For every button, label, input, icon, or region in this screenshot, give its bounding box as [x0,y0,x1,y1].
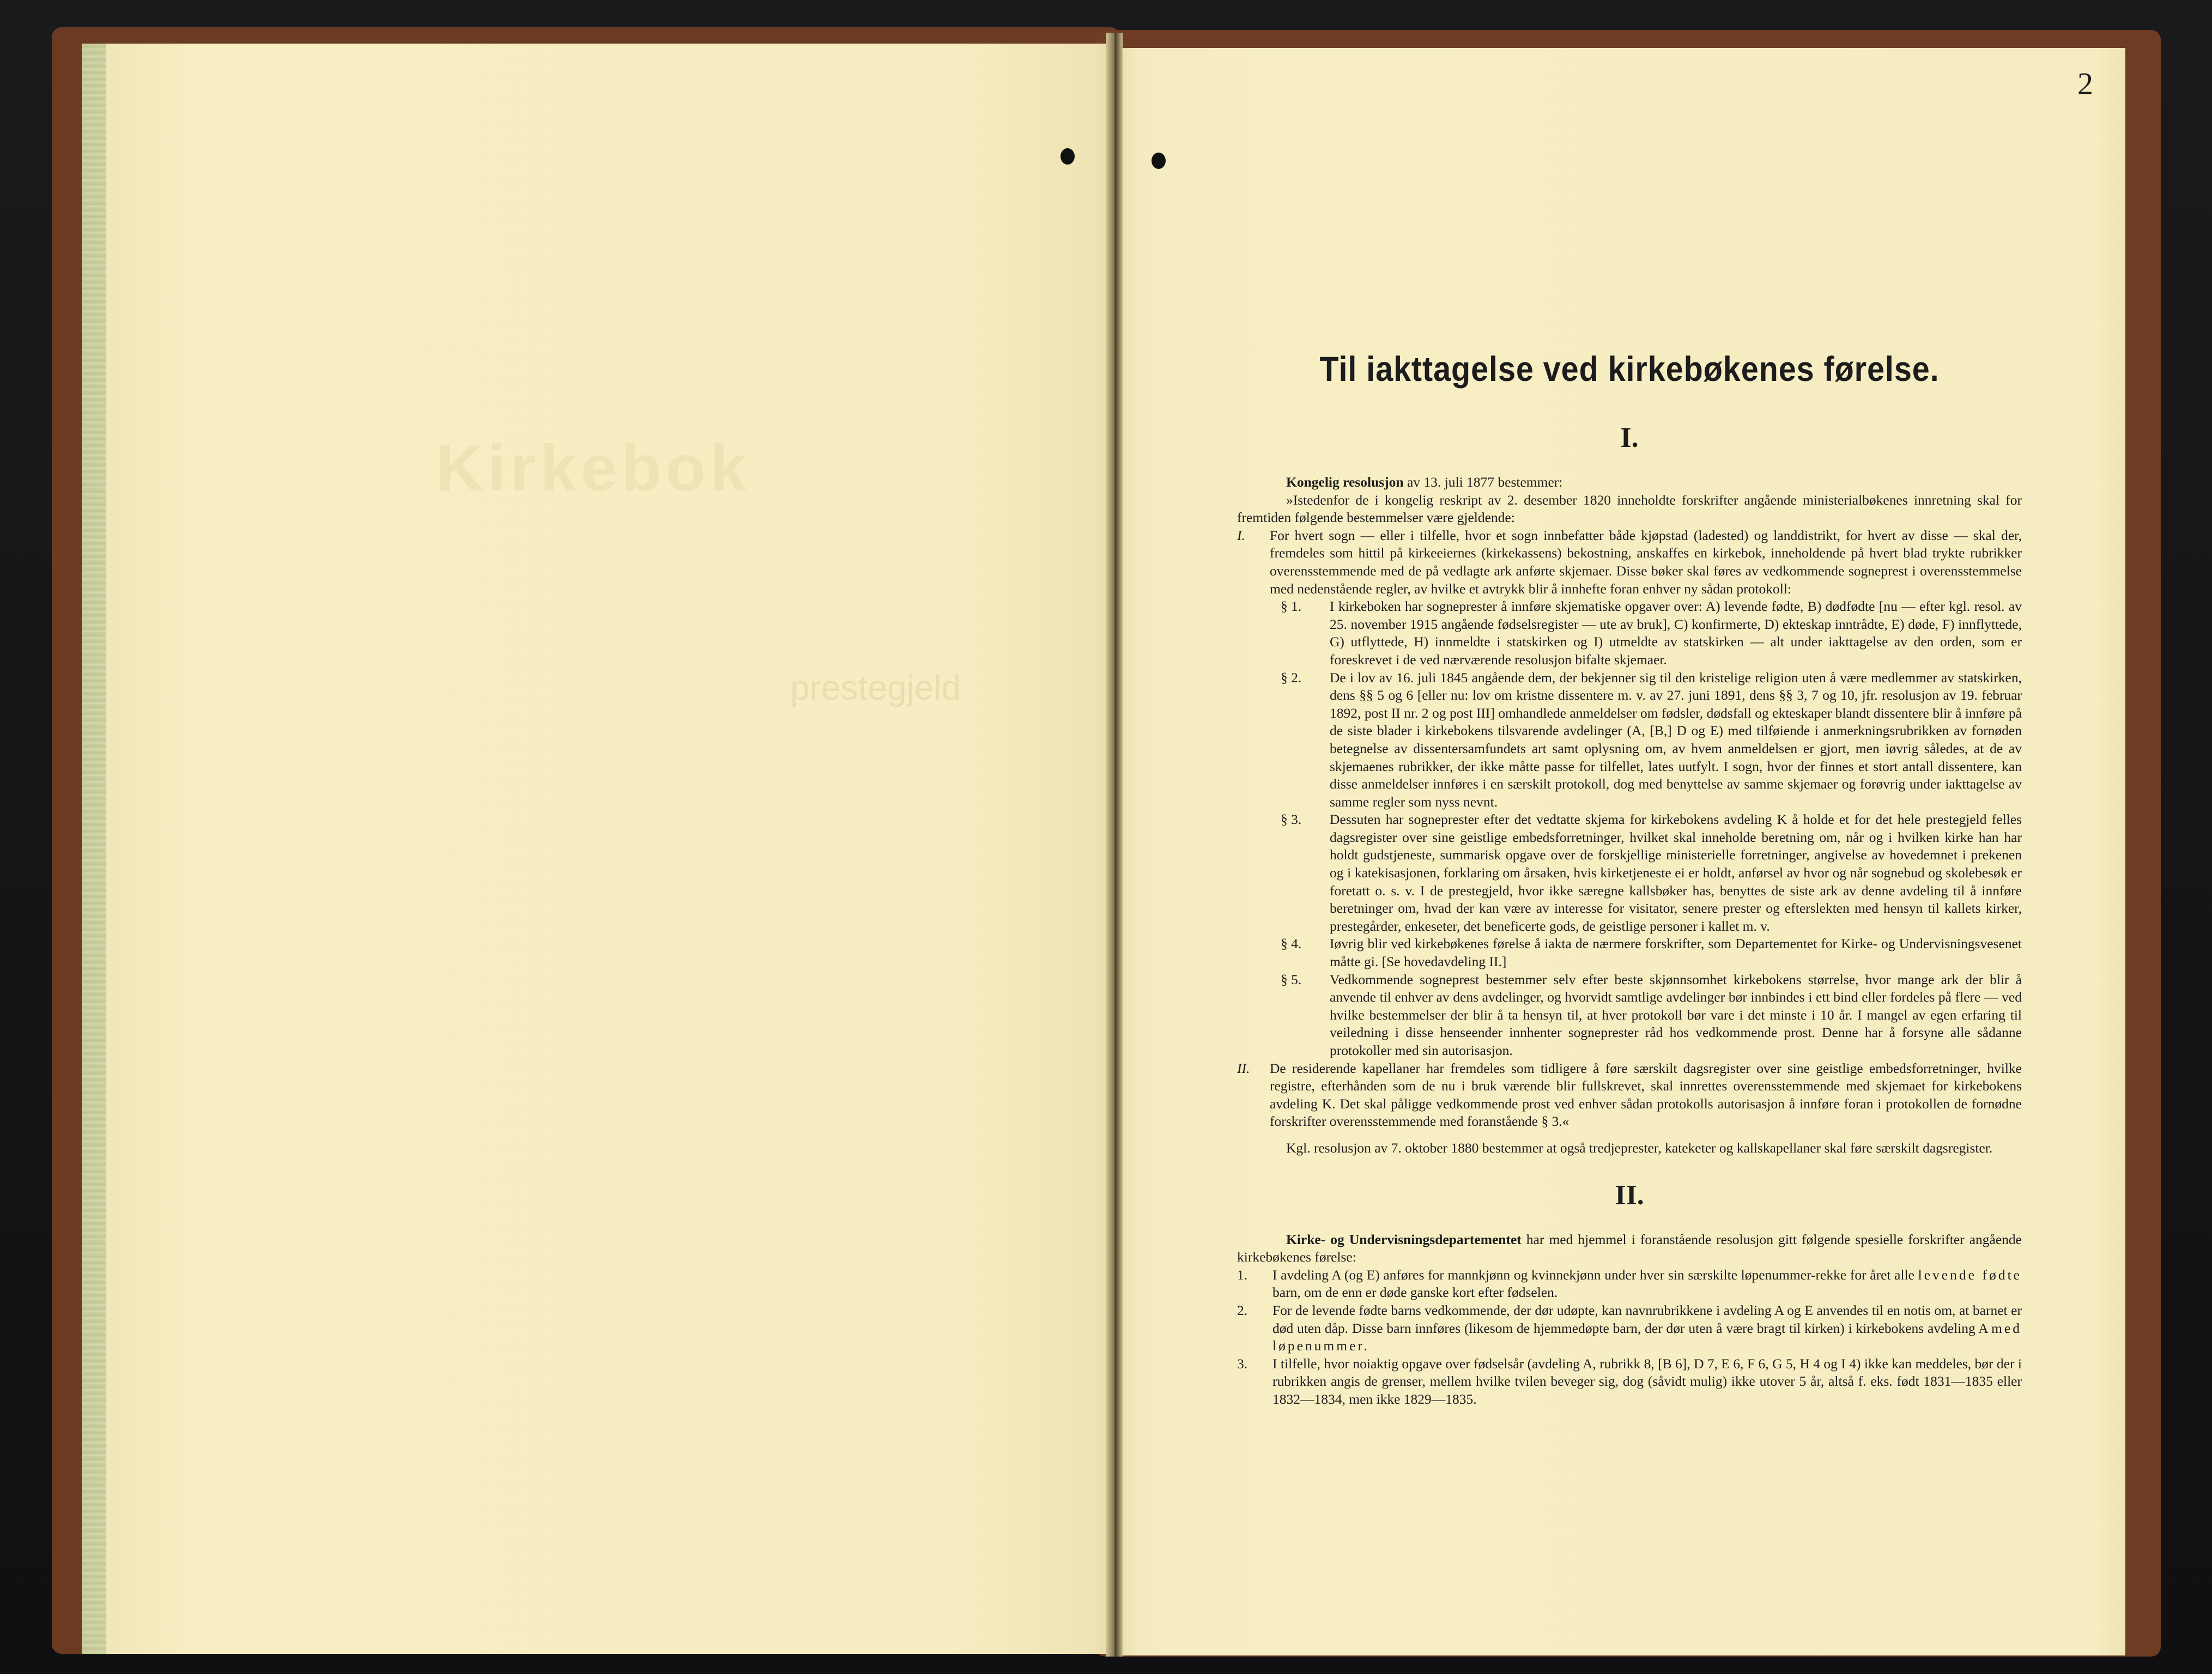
book-gutter [1106,33,1123,1657]
paragraph-marker: § 1. [1281,598,1302,615]
section-1-body [1237,474,2022,1157]
item-II [1237,1060,2022,1131]
department-intro-rest: har med hjemmel i foranstående resolusjon gitt følgende spesielle forskrifter angående kirkebøkenes førelse: [1237,1231,2022,1265]
section-2-body [1237,1231,2022,1409]
section-1-heading: I. [1620,422,1639,453]
paragraph-marker: § 3. [1281,811,1302,828]
rule-text: For de levende fødte barns vedkommende, der dør udøpte, kan navnrubrikkene i avdeling A og E anvendes til en notis om, at barnet er død uten dåp. Disse barn innføres (likesom de hjemmedøpte barn, der dør uten å være bragt til kirken) i kirkebokens avdeling A [1272,1302,2022,1336]
item-I [1237,527,2022,598]
binding-hole-left [1060,148,1075,165]
left-page-faded-title: Kirkebok [436,432,751,505]
section-2-heading: II. [1615,1179,1644,1211]
page-number: 2 [2077,66,2093,101]
resolution-intro-rest: av 13. juli 1877 bestemmer: [1403,474,1563,490]
rule-2 [1237,1302,2022,1355]
rule-spaced-text: med løpenummer. [1272,1320,2022,1354]
paragraph-marker: § 2. [1281,669,1302,686]
paragraph-2 [1237,669,2022,811]
rule-text: I tilfelle, hvor noiaktig opgave over fødselsår (avdeling A, rubrikk 8, [B 6], D 7, E 6, F 6, G 5, H 4 og I 4) ikke kan meddeles, bør der i rubrikken angis de grenser, mellem hvilke tvilen beveger sig, dog (såvidt mulig) ikke utover 5 år, altså f. eks. født 1831—1835 eller 1832—1834, men ikke 1829—1835. [1272,1355,2022,1407]
resolution-quote-intro: »Istedenfor de i kongelig reskript av 2. desember 1820 inneholdte forskrifter angående ministerialbøkenes innretning skal for fremtiden følgende bestemmelser være gjeldende: [1237,492,2022,526]
paragraph-text: Vedkommende sogneprest bestemmer selv efter beste skjønnsomhet kirkebokens størrelse, hvor mange ark der blir å anvende til enhver av dens avdelinger, og hvorvidt samtlige avdelinger bør innbindes i ett bind eller fordeles på flere — ved hvilke bestemmelser der blir å ta hensyn til, at hver protokoll bør vare i det minste i 10 år. I mangel av egen erfaring til veiledning i disse henseender innhenter sogneprester råd hos vedkommende prost. Denne har å forsyne alle sådanne protokoller med sin autorisasjon. [1330,971,2022,1058]
rule-marker: 2. [1237,1302,1248,1318]
paragraph-4 [1237,935,2022,971]
paragraph-text: Dessuten har sogneprester efter det vedtatte skjema for kirkebokens avdeling K å holde et for det hele prestegjeld felles dagsregister over sine geistlige embedsforretninger, hvilket skal inneholde beretning om, når og i hvilken kirke han har holdt gudstjeneste, summarisk opgave over de forskjellige ministerielle forretninger, angivelse av hovedemnet i prekenen og i katekisasjonen, forklaring om årsaken, hvis kirketjeneste ei er holdt, anførsel av hvor og når sognebud og skolebesøk er foretatt o. s. v. I de prestegjeld, hvor ikke særegne kallsbøker has, benyttes de siste ark av denne avdeling til å innføre beretninger om, hvad der kan være av interesse for visitator, senere prester og efterslekten med hensyn til kallets kirker, prestegårder, enkeseter, det beneficerte gods, de geistlige personer i kallet m. v. [1330,811,2022,934]
rule-3 [1237,1355,2022,1409]
item-II-marker: II. [1237,1060,1250,1076]
rule-spaced-text: levende fødte [1918,1266,2022,1283]
item-I-text: For hvert sogn — eller i tilfelle, hvor et sogn innbefatter både kjøpstad (ladested) og landdistrikt, for hvert av disse — skal der, fremdeles som hittil på kirkeeiernes (kirkekassens) bekostning, anskaffes en kirkebok, inneholdende på hvert blad trykte rubrikker overensstemmende med de på vedlagte ark anførte skjemaer. Disse bøker skal føres av vedkommende sogneprest i overensstemmelse med nedenstående regler, av hvilke et avtrykk blir å innhefte foran enhver ny sådan protokoll: [1270,527,2022,597]
paragraph-marker: § 5. [1281,971,1302,987]
document-title: Til iakttagelse ved kirkebøkenes førelse. [1319,349,1940,389]
left-page [82,44,1114,1654]
paragraph-text: Iøvrig blir ved kirkebøkenes førelse å iakta de nærmere forskrifter, som Departementet for Kirke- og Undervisningsvesenet måtte gi. [Se hovedavdeling II.] [1330,936,2022,970]
rule-marker: 1. [1237,1266,1248,1283]
item-I-marker: I. [1237,527,1245,543]
department-intro [1237,1231,2022,1266]
paragraph-3 [1237,811,2022,935]
left-page-binding-strip [82,44,106,1654]
paragraph-5 [1237,971,2022,1060]
paragraph-text: De i lov av 16. juli 1845 angående dem, der bekjenner sig til den kristelige religion uten å være medlemmer av statskirken, dens §§ 5 og 6 [eller nu: lov om kristne dissentere m. v. av 27. juni 1891, dens §§ 3, 7 og 10, jfr. resolusjon av 19. februar 1892, post II nr. 2 og post III] omhandlede anmeldelser om fødsler, dødsfall og ekteskaper blandt dissentere blir å innføre på de siste blader i kirkebokens tilsvarende avdelinger (A, [B,] D og E) med tilføiende i anmerkningsrubrikken av fornøden betegnelse av dissentersamfundets art samt oplysning om, av hvem anmeldelsen er gjort, men iøvrig således, at de av skjemaenes rubrikker, der ikke måtte passe for tilfellet, lates uutfylt. I sogn, hvor der finnes et stort antall dissentere, kan disse anmeldelser innføres i en særskilt protokoll, dog med benyttelse av samme skjemaer og forøvrig under iakttagelse av samme regler som nyss nevnt. [1330,669,2022,810]
resolution-1880: Kgl. resolusjon av 7. oktober 1880 bestemmer at også tredjeprester, kateketer og kallskapellaner skal føre særskilt dagsregister. [1286,1139,1993,1156]
paragraph-1 [1237,598,2022,669]
instructions-document [1237,349,2022,1409]
rule-text: I avdeling A (og E) anføres for mannkjønn og kvinnekjønn under hver sin særskilte løpenummer-rekke for året alle [1272,1266,1918,1283]
section-gap [1237,1157,2022,1179]
resolution-intro [1237,474,2022,492]
item-II-text: De residerende kapellaner har fremdeles som tidligere å føre særskilt dagsregister over sine geistlige embedsforretninger, hvilke registre, efterhånden som de nu i bruk værende blir fullskrevet, skal innrettes overensstemmende med skjemaet for kirkebokens avdeling K. Det skal påligge vedkommende prost ved enhver sådan protokolls autorisasjon å innføre foran i protokollen de fornødne forskrifter overensstemmende med foranstående § 3.« [1270,1060,2022,1130]
paragraph-text: I kirkeboken har sogneprester å innføre skjematiske opgaver over: A) levende fødte, B) dødfødte [nu — efter kgl. resol. av 25. november 1915 angående fødselsregister — ute av bruk], C) konfirmerte, D) ekteskap inntrådte, E) døde, F) innflyttede, G) utflyttede, H) innmeldte i statskirken og I) utmeldte av statskirken — alt under iakttagelse av den orden, som er foreskrevet i de ved nærværende resolusjon bifalte skjemaer. [1330,598,2022,668]
department-intro-bold: Kirke- og Undervisningsdepartementet [1286,1231,1522,1247]
binding-hole-right [1152,153,1166,169]
left-page-faded-line: prestegjeld [790,668,961,707]
rule-marker: 3. [1237,1355,1248,1372]
paragraph-marker: § 4. [1281,936,1302,952]
rule-text-end: barn, om de enn er døde ganske kort efter fødselen. [1272,1284,1558,1301]
rule-1 [1237,1266,2022,1302]
resolution-intro-bold: Kongelig resolusjon [1286,474,1404,490]
